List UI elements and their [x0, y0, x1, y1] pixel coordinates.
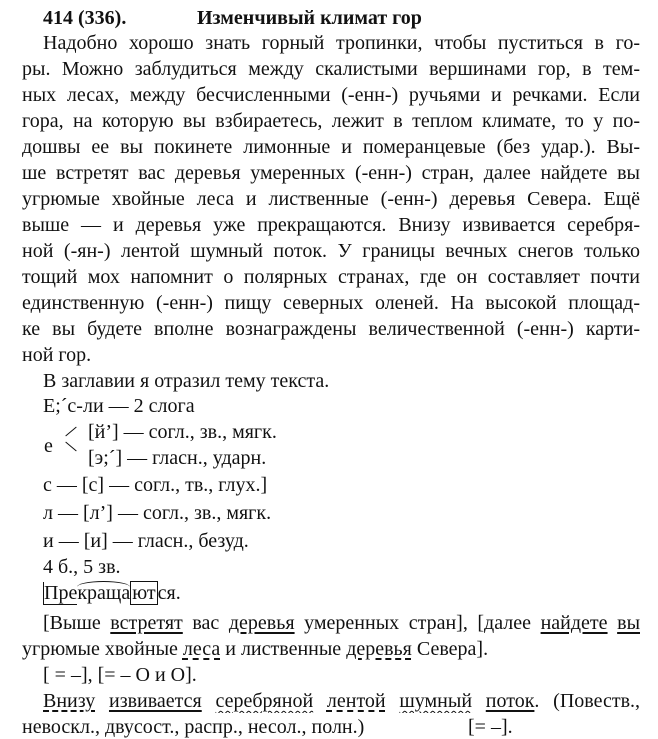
object: леса	[182, 638, 221, 660]
sentence-characteristics: невоскл., двусост., распр., несол., полн.)	[22, 716, 365, 738]
object: деревья	[346, 638, 412, 660]
text-line: ных лесах, между бесчисленными (-енн-) ручьями и речками. Если	[22, 84, 640, 106]
text-line: ной (-ян-) лентой шумный поток. У границы вечных снегов только	[22, 240, 640, 262]
text-line: тощий мох напомнит о полярных странах, где он составляет почти	[22, 266, 640, 288]
exercise-title: Изменчивый климат гор	[197, 7, 422, 29]
sentence-line	[22, 637, 640, 661]
sentence-line	[43, 689, 640, 713]
exercise-number: 414 (336).	[43, 7, 127, 29]
period: .	[175, 582, 181, 604]
space	[472, 690, 486, 712]
text: и лиственные	[220, 638, 347, 660]
space	[313, 690, 327, 712]
text-line: ры. Можно заблудиться между скалистыми вершинами гор, в тем-	[22, 58, 640, 80]
predicate: извивается	[108, 690, 202, 712]
text: вас	[182, 612, 229, 634]
text: угрюмые хвойные	[22, 638, 183, 660]
adverbial: лентой	[326, 690, 386, 712]
space	[386, 690, 400, 712]
predicate: найдете	[540, 612, 608, 634]
text-line: дошвы ее вы покинете лимонные и померанцевые (без удар.). Вы-	[22, 136, 640, 158]
ending: ют	[132, 582, 156, 604]
text-line: выше — и деревья уже прекращаются. Внизу извивается серебря-	[22, 214, 640, 236]
text	[608, 612, 618, 634]
sound-line: л — [л’] — согл., зв., мягк.	[43, 502, 272, 524]
title-note: В заглавии я отразил тему текста.	[43, 370, 330, 392]
sound-line: [й’] — согл., зв., мягк.	[88, 421, 277, 443]
text-line: ке вы будете вполне вознаграждены величественной (-енн-) карти-	[22, 318, 640, 340]
count-line: 4 б., 5 зв.	[43, 556, 121, 578]
sound-line: и — [и] — гласн., безуд.	[43, 530, 249, 552]
text: Севера].	[411, 638, 489, 660]
text-line: ной гор.	[22, 344, 92, 366]
sound-line: [э;´] — гласн., ударн.	[88, 447, 267, 469]
text: умеренных стран], [далее	[294, 612, 541, 634]
postfix: ся	[157, 582, 176, 604]
root: краща	[77, 582, 131, 604]
subject: вы	[617, 612, 640, 634]
text-line: единственную (-енн-) пищу северных оленей. На высокой площад-	[22, 292, 640, 314]
prefix: Пре	[44, 582, 78, 604]
space	[95, 690, 109, 712]
sentence-line	[43, 611, 640, 635]
text-line: угрюмые хвойные леса и лиственные (-енн-) деревья Севера. Ещё	[22, 188, 640, 210]
attribute: серебряной	[215, 690, 314, 712]
scheme: [ = –], [= – О и О].	[43, 664, 197, 686]
subject: поток	[485, 690, 535, 712]
morpheme-word	[43, 581, 640, 605]
text-line: ше встретят вас деревья умеренных (-енн-) стран, далее найдете вы	[22, 162, 640, 184]
attribute: шумный	[399, 690, 473, 712]
letter-e: е	[44, 435, 53, 457]
subject: деревья	[228, 612, 295, 634]
text: [Выше	[43, 612, 111, 634]
syllables: Е;´с-ли — 2 слога	[43, 395, 195, 417]
predicate: встретят	[110, 612, 183, 634]
adverbial: Внизу	[43, 690, 96, 712]
text: . (Повеств.,	[534, 690, 640, 712]
text-line: гора, на которую вы взбираетесь, лежит в теплом климате, то у по-	[22, 110, 640, 132]
space	[202, 690, 216, 712]
scheme: [= –].	[468, 716, 513, 738]
sound-line: с — [с] — согл., тв., глух.]	[43, 474, 268, 496]
exercise-header	[43, 6, 658, 30]
text-line: Надобно хорошо знать горный тропинки, чтобы пуститься в го-	[43, 32, 640, 54]
